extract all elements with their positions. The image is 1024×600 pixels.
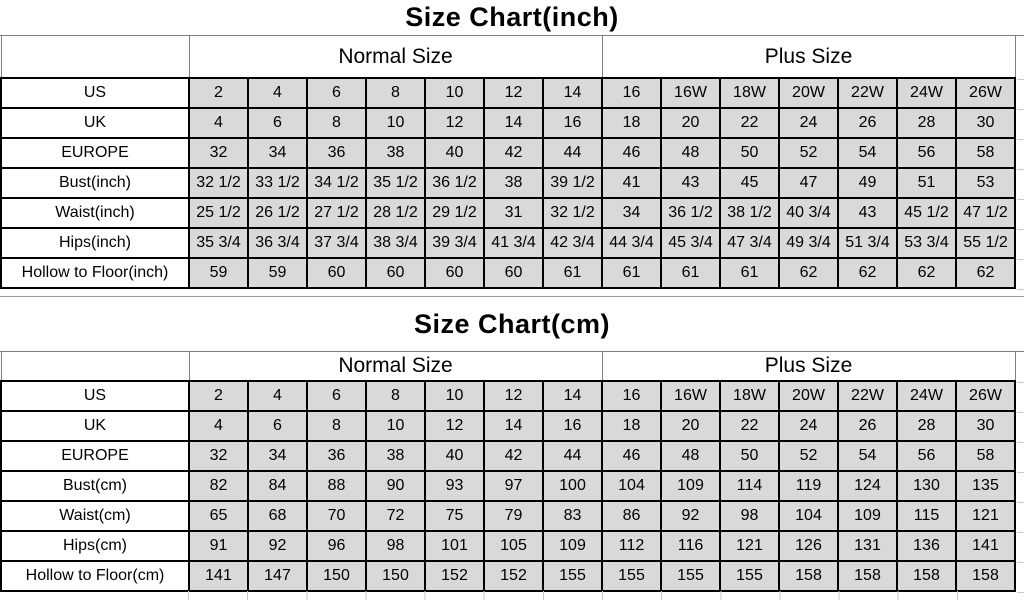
row-label: Waist(inch): [1, 198, 189, 228]
size-cell: 14: [484, 411, 543, 441]
size-cell: 34: [248, 441, 307, 471]
size-cell: 20W: [779, 78, 838, 108]
size-cell: 119: [779, 471, 838, 501]
size-cell: 92: [248, 531, 307, 561]
size-cell: 26W: [956, 381, 1015, 411]
row-label: US: [1, 78, 189, 108]
size-cell: 61: [602, 258, 661, 288]
group-header-normal-size: Normal Size: [189, 36, 602, 78]
size-chart-cm-title: Size Chart(cm): [0, 297, 1024, 352]
table-row: [1, 228, 1015, 258]
table-row: [1, 561, 1015, 591]
size-cell: 83: [543, 501, 602, 531]
size-cell: 6: [307, 381, 366, 411]
size-cell: 109: [838, 501, 897, 531]
size-cell: 52: [779, 441, 838, 471]
size-cell: 147: [248, 561, 307, 591]
size-cell: 155: [720, 561, 779, 591]
size-cell: 88: [307, 471, 366, 501]
size-cell: 36 3/4: [248, 228, 307, 258]
size-cell: 38: [484, 168, 543, 198]
size-cell: 8: [366, 78, 425, 108]
size-cell: 16: [543, 411, 602, 441]
size-cell: 20: [661, 108, 720, 138]
right-gridline-strip-cm: [1017, 382, 1024, 594]
bottom-gridline-strip: [188, 591, 1016, 600]
size-cell: 58: [956, 441, 1015, 471]
row-label: Hips(inch): [1, 228, 189, 258]
table-row: [1, 108, 1015, 138]
size-cell: 10: [425, 78, 484, 108]
size-cell: 40: [425, 441, 484, 471]
size-cell: 26W: [956, 78, 1015, 108]
corner-cell: [1, 36, 189, 78]
size-cell: 6: [248, 411, 307, 441]
size-cell: 39 1/2: [543, 168, 602, 198]
size-cell: 61: [543, 258, 602, 288]
size-cell: 39 3/4: [425, 228, 484, 258]
size-cell: 32: [189, 138, 248, 168]
size-cell: 53: [956, 168, 1015, 198]
size-cell: 22: [720, 108, 779, 138]
table-row: [1, 198, 1015, 228]
size-cell: 43: [661, 168, 720, 198]
size-cell: 101: [425, 531, 484, 561]
right-gridline-strip-inch: [1017, 79, 1024, 292]
size-cell: 55 1/2: [956, 228, 1015, 258]
size-cell: 44: [543, 138, 602, 168]
size-cell: 131: [838, 531, 897, 561]
size-cell: 34: [602, 198, 661, 228]
size-cell: 33 1/2: [248, 168, 307, 198]
size-cell: 2: [189, 381, 248, 411]
size-cell: 26: [838, 108, 897, 138]
size-cell: 121: [956, 501, 1015, 531]
size-cell: 4: [189, 108, 248, 138]
size-cell: 16: [602, 381, 661, 411]
size-cell: 82: [189, 471, 248, 501]
size-cell: 62: [838, 258, 897, 288]
table-row: [1, 168, 1015, 198]
table-row: [1, 411, 1015, 441]
size-cell: 56: [897, 441, 956, 471]
size-cell: 109: [543, 531, 602, 561]
size-cell: 26 1/2: [248, 198, 307, 228]
size-cell: 155: [602, 561, 661, 591]
table-row: [1, 381, 1015, 411]
size-cell: 62: [779, 258, 838, 288]
size-cell: 53 3/4: [897, 228, 956, 258]
group-header-row: [1, 36, 1015, 78]
size-cell: 152: [425, 561, 484, 591]
size-cell: 16: [543, 108, 602, 138]
size-cell: 116: [661, 531, 720, 561]
size-cell: 152: [484, 561, 543, 591]
size-cell: 54: [838, 138, 897, 168]
size-cell: 25 1/2: [189, 198, 248, 228]
size-cell: 115: [897, 501, 956, 531]
size-cell: 109: [661, 471, 720, 501]
size-cell: 54: [838, 441, 897, 471]
size-cell: 14: [543, 78, 602, 108]
size-cell: 26: [838, 411, 897, 441]
size-cell: 8: [366, 381, 425, 411]
size-cell: 35 1/2: [366, 168, 425, 198]
size-cell: 35 3/4: [189, 228, 248, 258]
size-cell: 12: [484, 78, 543, 108]
table-row: [1, 138, 1015, 168]
size-cell: 36 1/2: [425, 168, 484, 198]
size-cell: 30: [956, 108, 1015, 138]
size-table-inch: [0, 36, 1016, 289]
size-cell: 114: [720, 471, 779, 501]
size-cell: 60: [425, 258, 484, 288]
size-cell: 70: [307, 501, 366, 531]
size-cell: 50: [720, 441, 779, 471]
size-cell: 38 1/2: [720, 198, 779, 228]
size-cell: 36: [307, 138, 366, 168]
size-cell: 2: [189, 78, 248, 108]
size-cell: 50: [720, 138, 779, 168]
size-cell: 36 1/2: [661, 198, 720, 228]
row-label: Hollow to Floor(cm): [1, 561, 189, 591]
size-cell: 36: [307, 441, 366, 471]
size-cell: 96: [307, 531, 366, 561]
size-cell: 31: [484, 198, 543, 228]
size-cell: 52: [779, 138, 838, 168]
size-cell: 32: [189, 441, 248, 471]
size-cell: 40 3/4: [779, 198, 838, 228]
size-cell: 42 3/4: [543, 228, 602, 258]
corner-cell: [1, 352, 189, 381]
size-cell: 79: [484, 501, 543, 531]
row-label: EUROPE: [1, 441, 189, 471]
size-cell: 27 1/2: [307, 198, 366, 228]
size-cell: 60: [484, 258, 543, 288]
size-cell: 12: [425, 411, 484, 441]
size-cell: 22: [720, 411, 779, 441]
size-cell: 46: [602, 441, 661, 471]
row-label: US: [1, 381, 189, 411]
size-cell: 18W: [720, 78, 779, 108]
table-row: [1, 501, 1015, 531]
size-cell: 155: [661, 561, 720, 591]
size-cell: 61: [720, 258, 779, 288]
size-cell: 150: [307, 561, 366, 591]
size-cell: 141: [189, 561, 248, 591]
size-cell: 93: [425, 471, 484, 501]
size-cell: 130: [897, 471, 956, 501]
size-cell: 135: [956, 471, 1015, 501]
row-label: UK: [1, 411, 189, 441]
row-label: Hollow to Floor(inch): [1, 258, 189, 288]
size-cell: 32 1/2: [189, 168, 248, 198]
size-cell: 28 1/2: [366, 198, 425, 228]
size-cell: 72: [366, 501, 425, 531]
size-cell: 24: [779, 411, 838, 441]
size-cell: 20W: [779, 381, 838, 411]
size-cell: 51 3/4: [838, 228, 897, 258]
size-cell: 97: [484, 471, 543, 501]
size-cell: 112: [602, 531, 661, 561]
size-cell: 86: [602, 501, 661, 531]
size-cell: 12: [484, 381, 543, 411]
size-cell: 124: [838, 471, 897, 501]
size-cell: 98: [720, 501, 779, 531]
size-cell: 16: [602, 78, 661, 108]
size-cell: 10: [366, 411, 425, 441]
size-cell: 104: [602, 471, 661, 501]
size-cell: 24: [779, 108, 838, 138]
size-cell: 10: [425, 381, 484, 411]
table-row: [1, 471, 1015, 501]
size-cell: 126: [779, 531, 838, 561]
size-cell: 47 1/2: [956, 198, 1015, 228]
size-cell: 32 1/2: [543, 198, 602, 228]
size-cell: 30: [956, 411, 1015, 441]
size-cell: 14: [543, 381, 602, 411]
size-cell: 40: [425, 138, 484, 168]
table-row: [1, 531, 1015, 561]
size-cell: 42: [484, 138, 543, 168]
size-cell: 98: [366, 531, 425, 561]
size-cell: 4: [189, 411, 248, 441]
size-cell: 16W: [661, 381, 720, 411]
row-label: EUROPE: [1, 138, 189, 168]
size-cell: 45 3/4: [661, 228, 720, 258]
size-cell: 136: [897, 531, 956, 561]
size-cell: 158: [838, 561, 897, 591]
size-cell: 158: [779, 561, 838, 591]
size-cell: 49 3/4: [779, 228, 838, 258]
size-cell: 22W: [838, 78, 897, 108]
size-cell: 121: [720, 531, 779, 561]
size-cell: 8: [307, 411, 366, 441]
row-label: Bust(cm): [1, 471, 189, 501]
size-cell: 150: [366, 561, 425, 591]
size-cell: 12: [425, 108, 484, 138]
size-cell: 4: [248, 78, 307, 108]
size-cell: 104: [779, 501, 838, 531]
size-cell: 92: [661, 501, 720, 531]
size-cell: 18: [602, 411, 661, 441]
size-cell: 38 3/4: [366, 228, 425, 258]
size-cell: 46: [602, 138, 661, 168]
size-cell: 16W: [661, 78, 720, 108]
size-table-cm: [0, 352, 1016, 592]
size-cell: 47 3/4: [720, 228, 779, 258]
size-cell: 6: [248, 108, 307, 138]
size-cell: 37 3/4: [307, 228, 366, 258]
table-row: [1, 78, 1015, 108]
size-cell: 51: [897, 168, 956, 198]
size-cell: 8: [307, 108, 366, 138]
size-cell: 49: [838, 168, 897, 198]
size-cell: 59: [189, 258, 248, 288]
row-label: UK: [1, 108, 189, 138]
size-cell: 38: [366, 138, 425, 168]
size-cell: 59: [248, 258, 307, 288]
size-cell: 65: [189, 501, 248, 531]
group-header-row: [1, 352, 1015, 381]
size-cell: 90: [366, 471, 425, 501]
size-cell: 18W: [720, 381, 779, 411]
size-cell: 24W: [897, 78, 956, 108]
size-cell: 28: [897, 411, 956, 441]
table-row: [1, 441, 1015, 471]
size-cell: 44 3/4: [602, 228, 661, 258]
size-cell: 14: [484, 108, 543, 138]
size-cell: 56: [897, 138, 956, 168]
group-header-normal-size: Normal Size: [189, 352, 602, 381]
size-cell: 60: [366, 258, 425, 288]
size-cell: 6: [307, 78, 366, 108]
size-cell: 34 1/2: [307, 168, 366, 198]
group-header-plus-size: Plus Size: [602, 352, 1015, 381]
size-cell: 91: [189, 531, 248, 561]
size-cell: 24W: [897, 381, 956, 411]
size-cell: 38: [366, 441, 425, 471]
size-cell: 62: [897, 258, 956, 288]
size-cell: 100: [543, 471, 602, 501]
size-cell: 10: [366, 108, 425, 138]
size-chart-inch-title: Size Chart(inch): [0, 0, 1024, 36]
size-cell: 42: [484, 441, 543, 471]
size-cell: 4: [248, 381, 307, 411]
size-cell: 62: [956, 258, 1015, 288]
size-cell: 75: [425, 501, 484, 531]
size-cell: 18: [602, 108, 661, 138]
table-row: [1, 258, 1015, 288]
size-cell: 41: [602, 168, 661, 198]
size-cell: 45 1/2: [897, 198, 956, 228]
size-cell: 84: [248, 471, 307, 501]
size-cell: 155: [543, 561, 602, 591]
size-cell: 47: [779, 168, 838, 198]
size-cell: 34: [248, 138, 307, 168]
size-cell: 48: [661, 441, 720, 471]
size-cell: 141: [956, 531, 1015, 561]
size-cell: 158: [897, 561, 956, 591]
size-cell: 43: [838, 198, 897, 228]
size-cell: 158: [956, 561, 1015, 591]
row-label: Waist(cm): [1, 501, 189, 531]
group-header-plus-size: Plus Size: [602, 36, 1015, 78]
size-cell: 58: [956, 138, 1015, 168]
size-cell: 68: [248, 501, 307, 531]
size-cell: 60: [307, 258, 366, 288]
size-cell: 22W: [838, 381, 897, 411]
size-cell: 20: [661, 411, 720, 441]
row-label: Hips(cm): [1, 531, 189, 561]
size-cell: 44: [543, 441, 602, 471]
size-cell: 61: [661, 258, 720, 288]
size-cell: 48: [661, 138, 720, 168]
size-cell: 41 3/4: [484, 228, 543, 258]
size-cell: 28: [897, 108, 956, 138]
size-cell: 29 1/2: [425, 198, 484, 228]
size-cell: 45: [720, 168, 779, 198]
table-gap-divider: [0, 289, 1024, 297]
size-cell: 105: [484, 531, 543, 561]
row-label: Bust(inch): [1, 168, 189, 198]
